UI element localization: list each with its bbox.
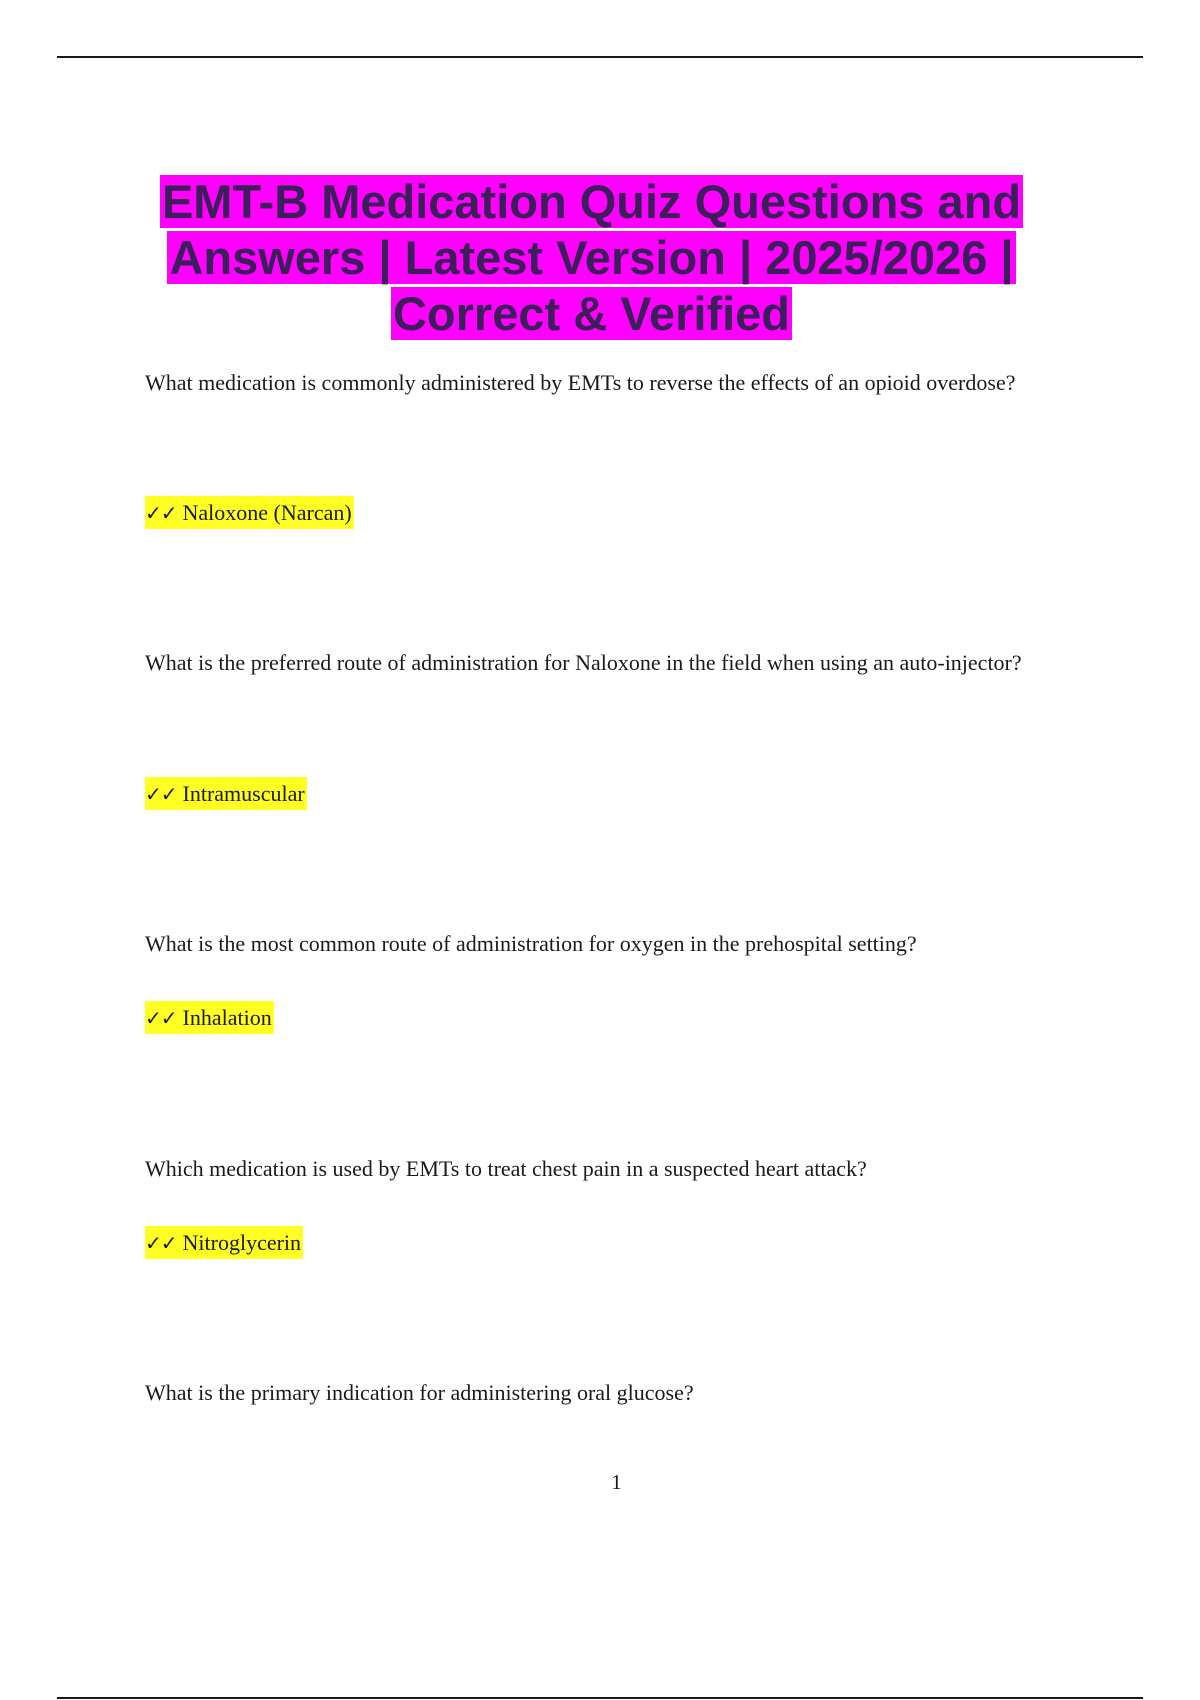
answer-2-highlight <box>145 777 307 810</box>
answer-1-text: Naloxone (Narcan) <box>182 500 352 525</box>
header-rule <box>57 56 1143 58</box>
answer-3-highlight <box>145 1001 274 1034</box>
footer-rule <box>57 1697 1143 1699</box>
answer-3-text: Inhalation <box>182 1005 272 1030</box>
double-check-icon: ✓✓ <box>145 782 177 806</box>
answer-4 <box>145 1229 303 1257</box>
double-check-icon: ✓✓ <box>145 1006 177 1030</box>
answer-1-highlight <box>145 496 354 529</box>
title-highlight: EMT-B Medication Quiz Questions and Answers | Latest Version | 2025/2026 | Correct & Verified <box>161 175 1022 341</box>
answer-4-highlight <box>145 1226 303 1259</box>
question-5: What is the primary indication for administering oral glucose? <box>145 1380 694 1405</box>
double-check-icon: ✓✓ <box>145 501 177 525</box>
answer-1 <box>145 499 354 527</box>
document-title <box>140 174 1043 342</box>
double-check-icon: ✓✓ <box>145 1231 177 1255</box>
answer-2 <box>145 780 307 808</box>
question-1: What medication is commonly administered by EMTs to reverse the effects of an opioid overdose? <box>145 370 1016 395</box>
question-4: Which medication is used by EMTs to treat chest pain in a suspected heart attack? <box>145 1156 867 1181</box>
answer-4-text: Nitroglycerin <box>182 1230 302 1255</box>
answer-2-text: Intramuscular <box>182 781 305 806</box>
question-3: What is the most common route of administration for oxygen in the prehospital setting? <box>145 931 917 956</box>
question-2: What is the preferred route of administration for Naloxone in the field when using an auto-injector? <box>145 650 1022 675</box>
answer-3 <box>145 1004 274 1032</box>
page-number: 1 <box>611 1470 622 1494</box>
